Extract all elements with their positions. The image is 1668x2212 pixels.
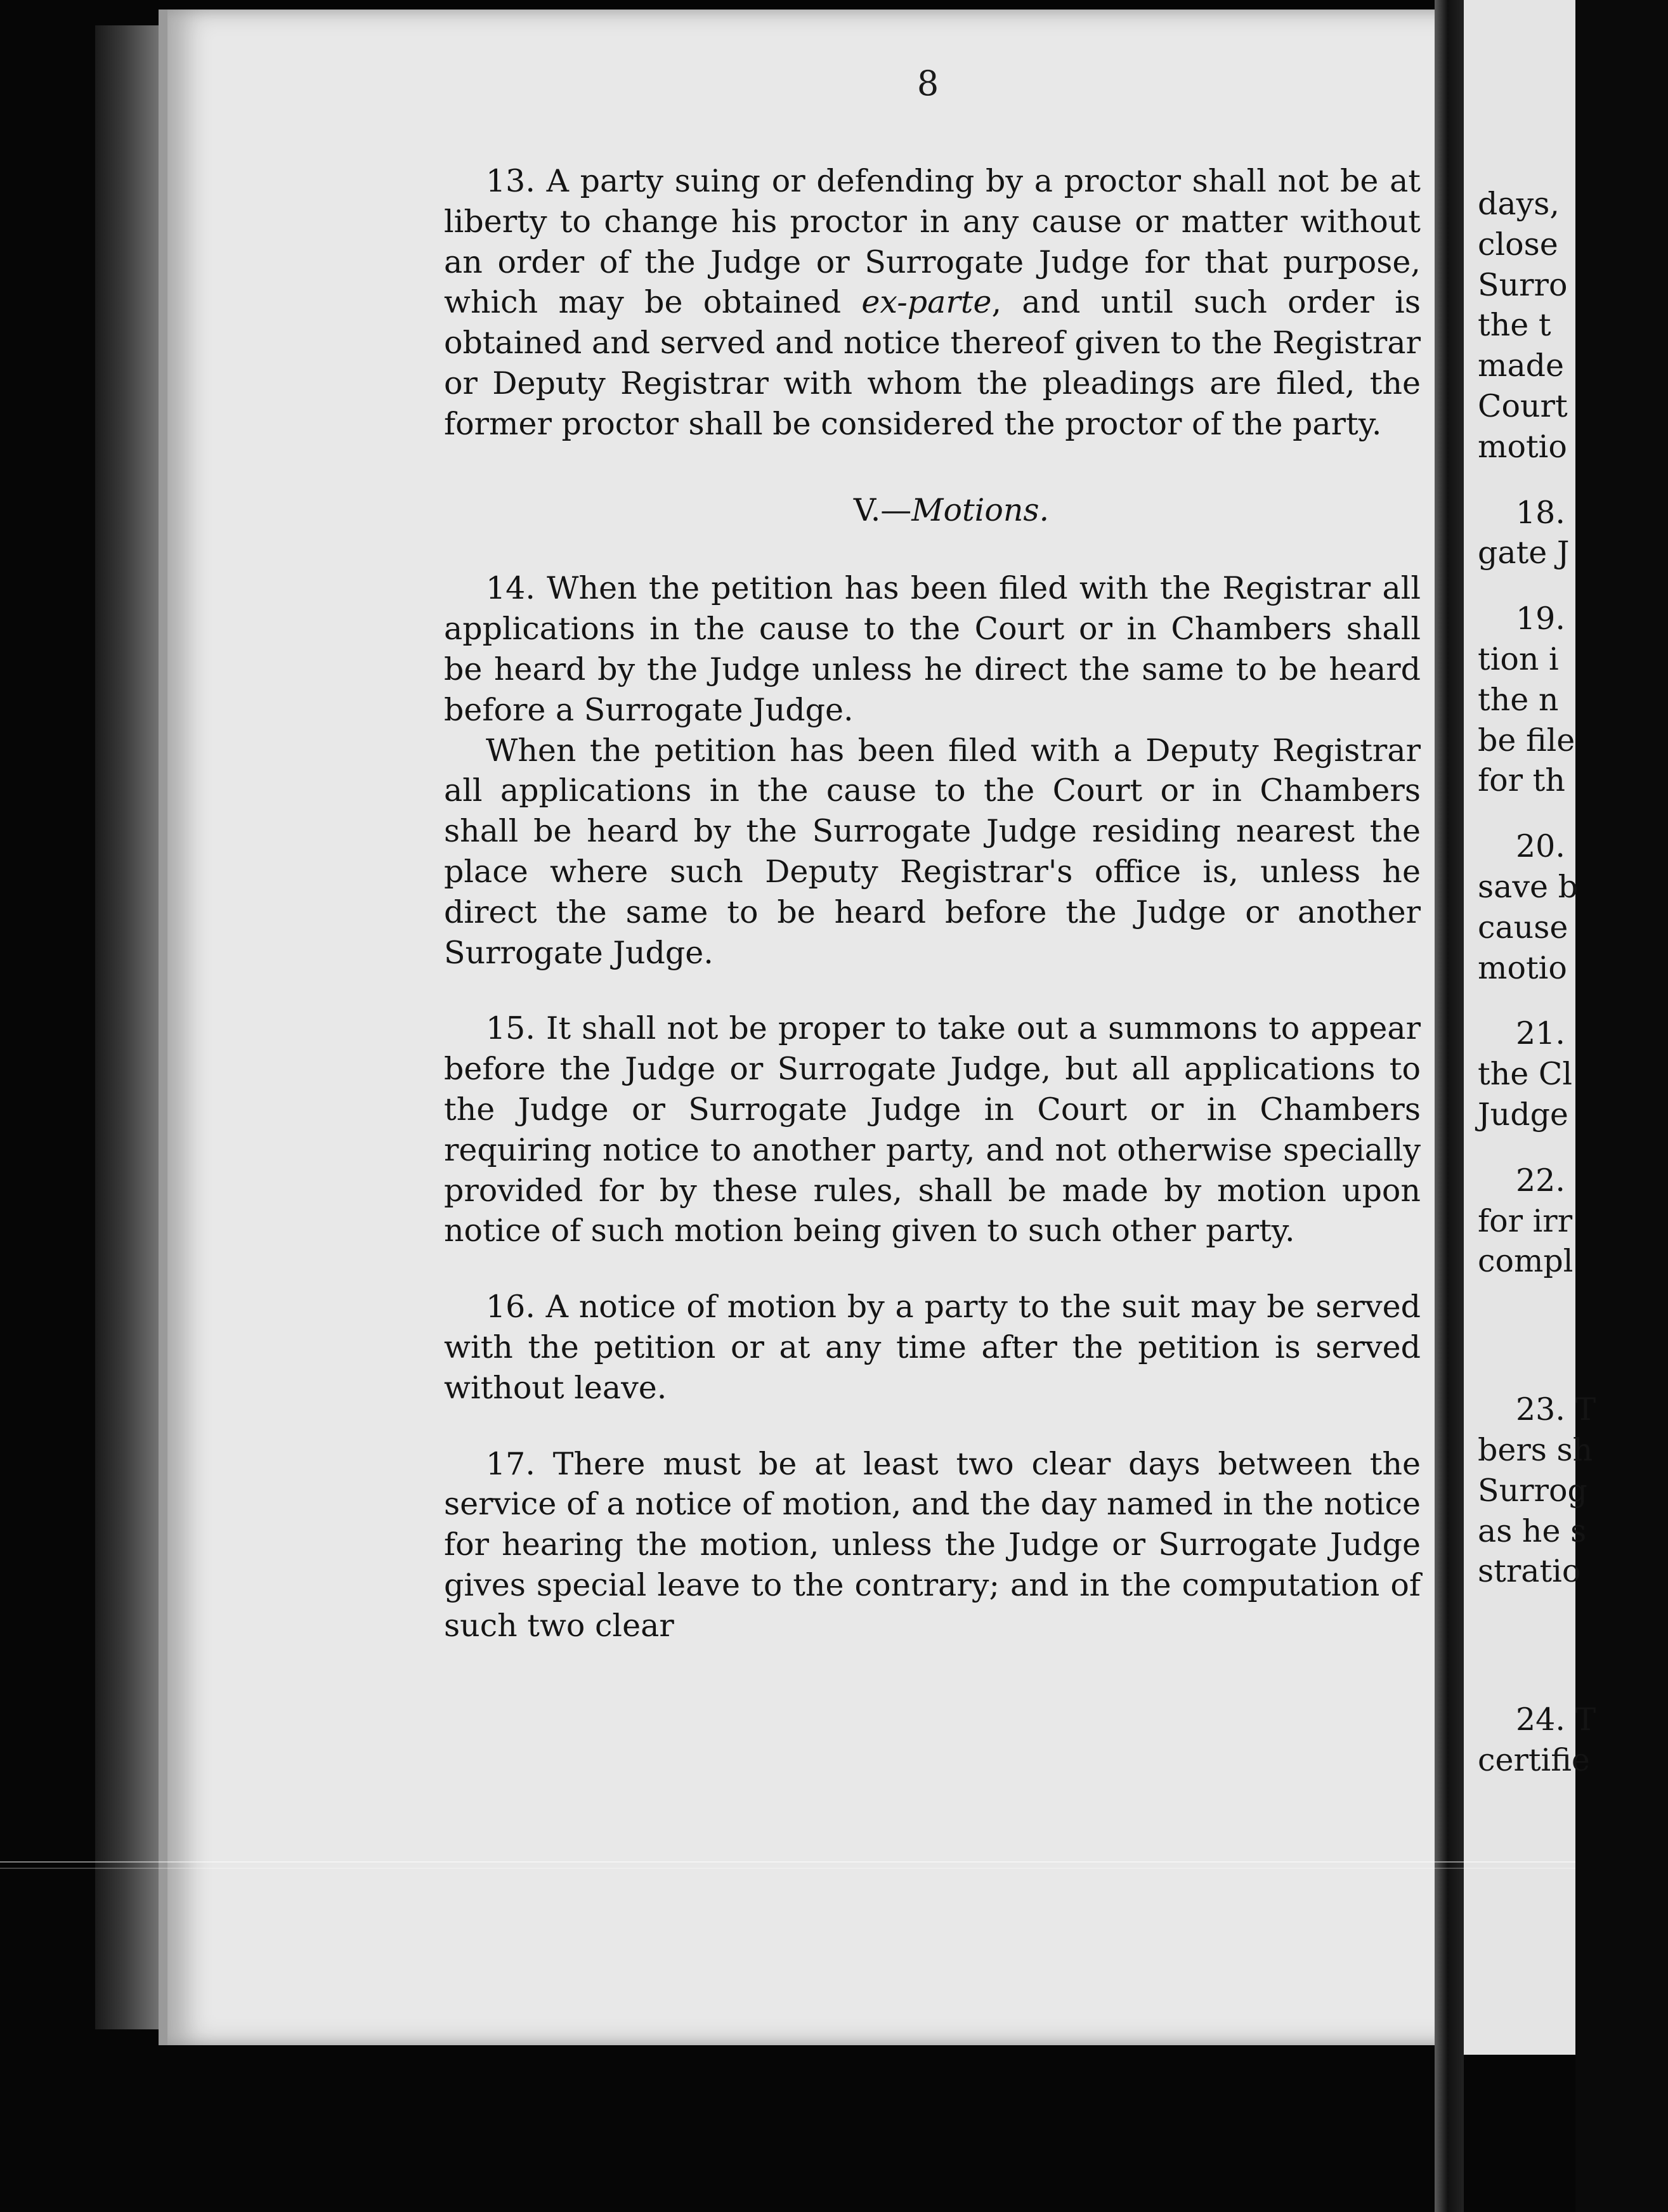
paragraph-14-continued: When the petition has been filed with a Deputy Registrar all applications in the cause to the Court or in Chambers shall be heard by the Surrogate Judge residing nearest the place where such Deputy Registrar's office is, unless he direct the same to be heard before the Judge or another Surrogate Judge. <box>444 732 1421 971</box>
right-line: for irr <box>1478 1202 1573 1239</box>
paragraph-13-text-a: 13. A party suing or defending by a proctor shall not be at liberty to change his proctor in any cause or matter without an order of the Judge or Surrogate Judge for that purpose, which may be obtained <box>444 163 1421 321</box>
right-line: 18. <box>1516 494 1565 531</box>
right-line: motio <box>1478 949 1567 986</box>
right-line: save b <box>1478 868 1578 905</box>
right-line: Court <box>1478 387 1568 424</box>
right-line: the n <box>1478 681 1559 718</box>
right-line: gate J <box>1478 535 1570 571</box>
right-line: for th <box>1478 762 1565 799</box>
right-line: stratio <box>1478 1553 1581 1590</box>
paragraph-14: 14. When the petition has been filed with the Registrar all applications in the cause to the Court or in Chambers shall be heard by the Judge unless he direct the same to be heard before a Surrogate Judge. <box>444 570 1421 728</box>
right-line: be file <box>1478 722 1575 758</box>
book-gutter <box>1435 0 1464 2212</box>
right-line: Surro <box>1478 266 1568 303</box>
right-line: 22. <box>1516 1162 1565 1199</box>
paragraph-13-text-b: , and until such order is obtained and served and notice thereof given to the Registrar or Deputy Registrar with whom the pleadings are filed, the former proctor shall be considered the proctor of the party. <box>444 284 1421 442</box>
right-line: compl <box>1478 1243 1574 1280</box>
section-heading-title: Motions. <box>911 491 1050 528</box>
right-page-text <box>1478 184 1668 1781</box>
paragraph-13 <box>444 161 1421 445</box>
page-number: 8 <box>916 63 939 103</box>
right-line: motio <box>1478 428 1567 465</box>
right-line: certifie <box>1478 1741 1590 1778</box>
scan-scratch-line <box>0 1861 1575 1863</box>
right-line: 24. T <box>1516 1701 1596 1738</box>
page-body <box>444 161 1421 1646</box>
right-line: 21. <box>1516 1015 1565 1052</box>
page-edge-shadow <box>95 25 165 2029</box>
right-line: Surrog <box>1478 1472 1587 1509</box>
paragraph-16: 16. A notice of motion by a party to the suit may be served with the petition or at any time after the petition is served without leave. <box>444 1289 1421 1406</box>
right-line: 19. <box>1516 601 1565 637</box>
right-line: Judge <box>1478 1096 1568 1133</box>
scan-scratch-line <box>0 1868 1575 1869</box>
right-line: as he s <box>1478 1513 1587 1549</box>
right-line: the t <box>1478 307 1551 344</box>
right-line: made <box>1478 348 1565 384</box>
right-line: tion i <box>1478 641 1559 677</box>
right-line: cause <box>1478 909 1568 946</box>
right-line: 23. T <box>1516 1391 1596 1428</box>
section-heading <box>444 490 1421 531</box>
right-line: days, <box>1478 186 1560 222</box>
paragraph-17: 17. There must be at least two clear days between the service of a notice of motion, and the day named in the notice for hearing the motion, unless the Judge or Surrogate Judge gives special leave to the contrary; and in the computation of such two clear <box>444 1445 1421 1644</box>
right-line: close <box>1478 226 1558 263</box>
paragraph-15: 15. It shall not be proper to take out a summons to appear before the Judge or Surrogate Judge, but all applications to the Judge or Surrogate Judge in Court or in Chambers requiring notice to another party, and not otherwise specially provided for by these rules, shall be made by motion upon notice of such motion being given to such other party. <box>444 1010 1421 1249</box>
right-line: the Cl <box>1478 1056 1572 1093</box>
right-line: 20. <box>1516 828 1565 865</box>
section-heading-number: V.— <box>853 491 912 528</box>
right-line: bers sh <box>1478 1431 1593 1468</box>
right-page-fragment <box>1464 0 1596 2055</box>
paragraph-13-italic-term: ex-parte <box>861 284 992 321</box>
